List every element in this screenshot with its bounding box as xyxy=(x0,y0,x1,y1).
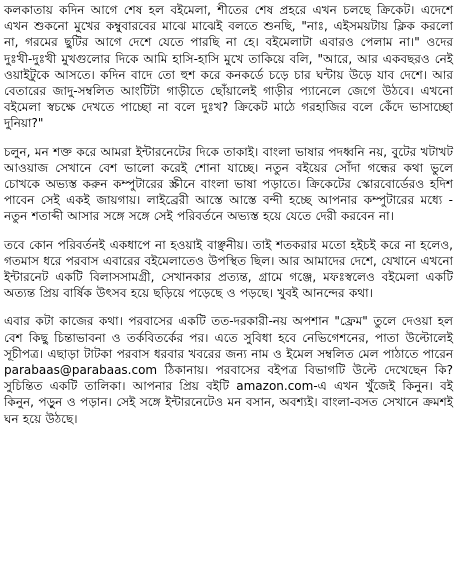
paragraph-internet-shift: চলুন, মন শক্ত করে আমরা ইন্টারনেটের দিকে তাকাই। বাংলা ভাষার পদধ্বনি নয়, বুটের খটাখট আওয়াজ সেখানে বেশ ভালো করেই শোনা যাচ্ছে। নতুন বইয়ের সোঁদা গন্ধের কথা ভুলে চোখকে অভ্যস্ত করুন কম্পুটারের স্ক্রীনে বাংলা ভাষা পড়াতে। ক্রিকেটের স্কোরবোর্ডেরও হদিশ পাবেন সেই একই জায়গায়। লাইব্রেরী আস্তে আস্তে বন্দী হচ্ছে আপনার কম্পুটারের মধ্যে - নতুন শতাব্দী আসার সঙ্গে সঙ্গে সেই পরিবর্তনে অভ্যস্ত হয়ে যেতে দেরী করবেন না। xyxy=(4,144,453,224)
paragraph-announcements: এবার কটা কাজের কথা। পরবাসের একটি তত-দরকারী-নয় অপশান "ফ্রেম" তুলে দেওয়া হল বেশ কিছু চিন্তাভাবনা ও তর্কবিতর্কের পর। এতে সুবিধা হবে নেভিগেশনের, পাতা উল্টোলেই সূচীপত্র। এছাড়া টাটকা পরবাস ধরবার খবরের জন্য নাম ও ইমেল সম্বলিত মেল পাঠাতে পারেন parabaas@parabaas.com ঠিকানায়। পরবাসের বইপত্র বিভাগটি উল্টে দেখেছেন কি? সুচিন্তিত একটি তালিকা। আপনার প্রিয় বইটি amazon.com-এ এখন খুঁজেই কিনুন। বই কিনুন, পড়ুন ও পড়ান। সেই সঙ্গে ইন্টারনেটেও মন বসান, অবশ্যই। বাংলা-বসত সেখানে ক্রমশই ঘন হয়ে উঠছে। xyxy=(4,314,453,426)
paragraph-bookfair-cricket: কলকাতায় কদিন আগে শেষ হল বইমেলা, শীতের শেষ প্রহরে এখন চলছে ক্রিকেট। এদেশে এখন শুকনো মুখের কম্বুবারবের মাঝে মাঝেই বলতে শুনছি, "নাঃ, এইসময়টায় ক্লিক করলো না, গরমের ছুটির আগে দেশে যেতে পারছি না হে। বইমেলাটা এবারও পেলাম না।" ওদের দুঃখী-দুঃখী মুখগুলোর দিকে আমি হাসি-হাসি মুখে তাকিয়ে বলি, "আরে, আর একবছরও নেই ওয়াইটুকে আসতে। কদিন বাদে তো হুশ করে কনকর্ডে চড়ে চার ঘন্টায় উড়ে যাব দেশে। আর বেতারের জাদু-সম্বলিত আংটিটা গাড়ীতে ছোঁয়ালেই গাড়ীর প্যানেলে জেগে উঠবে। এখনো বইমেলা স্বচক্ষে দেখতে পাচ্ছো না বলে দুঃখ? ক্রিকেট মাঠে গরহাজির বলে কেঁদে ভাসাচ্ছো দুনিয়া?" xyxy=(4,3,453,131)
paragraph-gradual-change: তবে কোন পরিবর্তনই একধাপে না হওয়াই বাঞ্ছনীয়। তাই শতকরার মতো হইচই করে না হলেও, গতমাস ধরে পরবাস এবারের বইমেলাতেও উপস্থিত ছিল। আর আমাদের দেশে, যেখানে এখনো ইন্টারনেট একটি বিলাসসামগ্রী, সেখানকার প্রত্যন্ত, গ্রামে গঞ্জে, মফঃস্বলেও বইমেলা একটি অত্যন্ত প্রিয় বার্ষিক উৎসব হয়ে ছড়িয়ে পড়েছে ও পড়ছে। খুবই আনন্দের কথা। xyxy=(4,237,453,301)
